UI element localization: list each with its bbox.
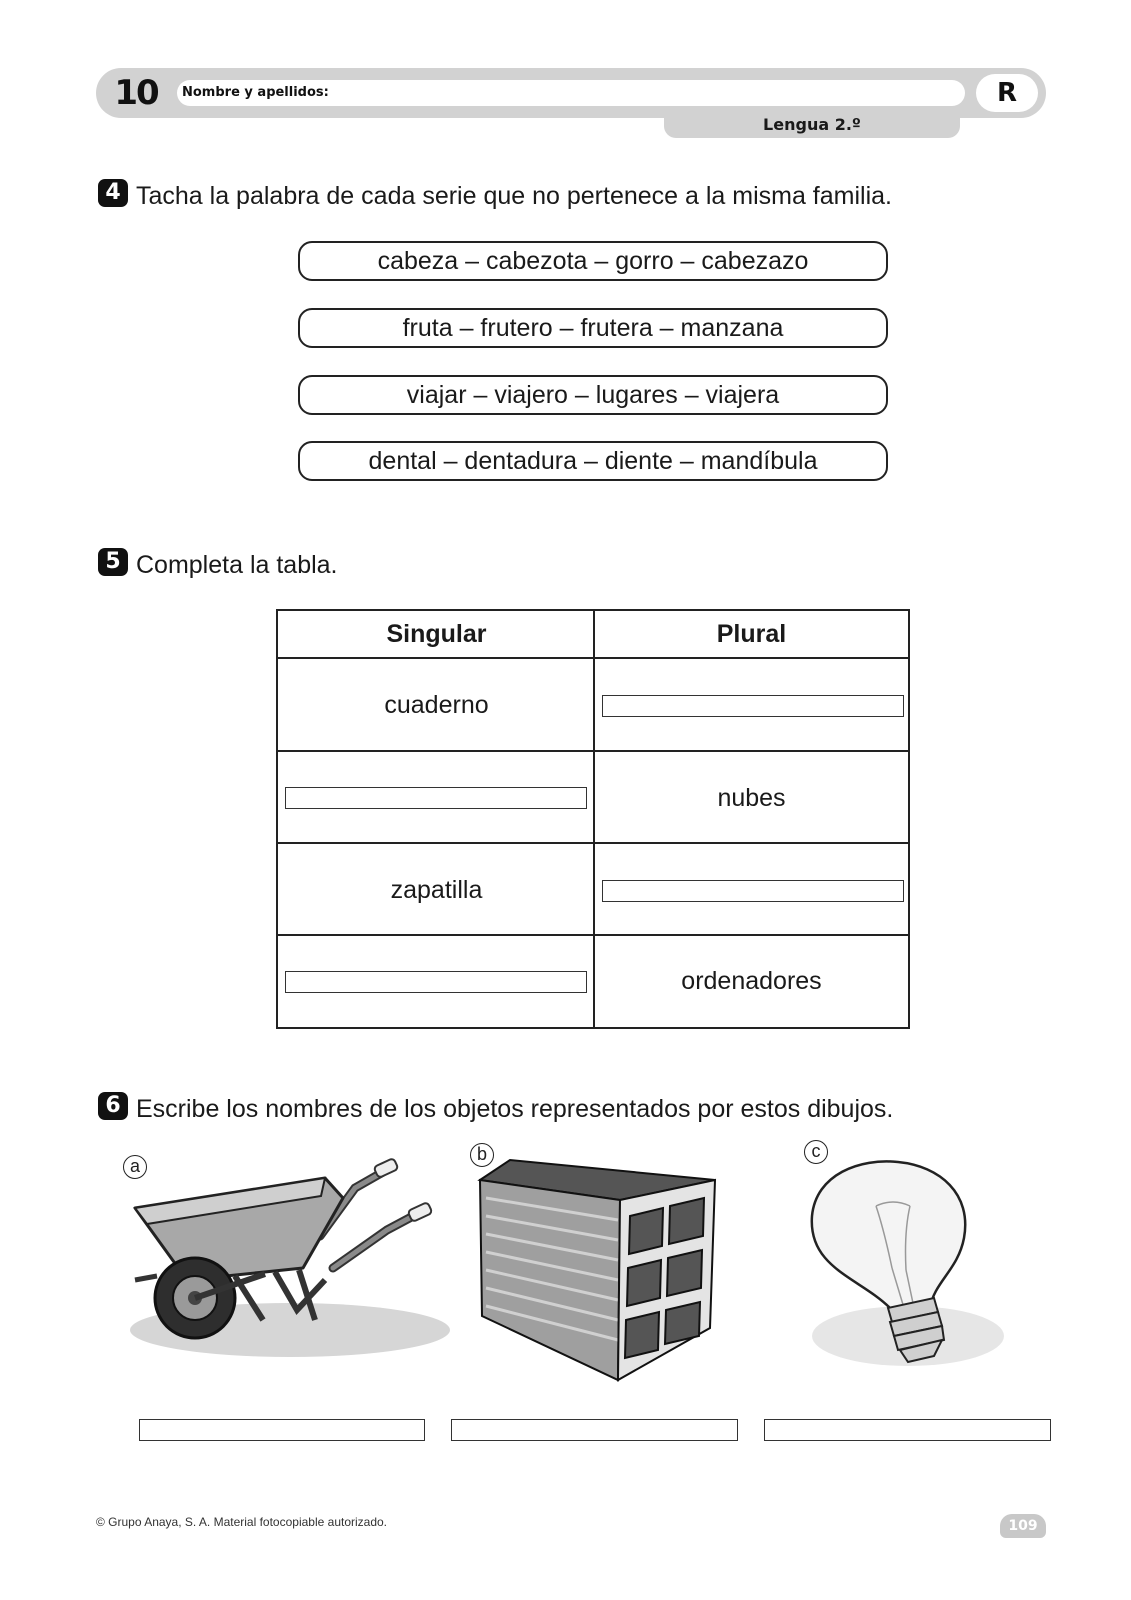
plural-answer-field-1[interactable]	[602, 695, 904, 717]
exercise-5-number: 5	[98, 548, 128, 576]
word-series-3[interactable]: viajar – viajero – lugares – viajera	[298, 375, 888, 415]
name-label: Nombre y apellidos:	[182, 85, 329, 100]
picture-answer-field-a[interactable]	[139, 1419, 425, 1441]
picture-answer-field-c[interactable]	[764, 1419, 1051, 1441]
exercise-6-instruction: Escribe los nombres de los objetos representados por estos dibujos.	[136, 1095, 894, 1123]
subject-label: Lengua 2.º	[763, 115, 861, 134]
singular-answer-field-2[interactable]	[285, 787, 587, 809]
header-singular: Singular	[386, 620, 487, 648]
plural-ordenadores: ordenadores	[681, 967, 822, 995]
picture-label-c: c	[804, 1140, 828, 1164]
brick-icon	[470, 1158, 720, 1383]
plural-nubes: nubes	[717, 784, 786, 812]
wheelbarrow-icon	[125, 1150, 455, 1365]
plural-table	[276, 609, 910, 1029]
exercise-6-number: 6	[98, 1092, 128, 1120]
exercise-5-instruction: Completa la tabla.	[136, 551, 338, 579]
singular-zapatilla: zapatilla	[390, 876, 483, 904]
light-bulb-icon	[800, 1158, 1010, 1368]
picture-answer-field-b[interactable]	[451, 1419, 738, 1441]
picture-label-a: a	[123, 1155, 147, 1179]
word-series-2[interactable]: fruta – frutero – frutera – manzana	[298, 308, 888, 348]
unit-number: 10	[114, 73, 158, 113]
page-number: 109	[1000, 1514, 1046, 1538]
exercise-4-number: 4	[98, 179, 128, 207]
word-series-4[interactable]: dental – dentadura – diente – mandíbula	[298, 441, 888, 481]
singular-answer-field-4[interactable]	[285, 971, 587, 993]
copyright-notice: © Grupo Anaya, S. A. Material fotocopiable autorizado.	[96, 1515, 388, 1529]
singular-cuaderno: cuaderno	[384, 691, 489, 719]
picture-label-b: b	[470, 1143, 494, 1167]
level-badge: R	[976, 74, 1038, 112]
word-series-1[interactable]: cabeza – cabezota – gorro – cabezazo	[298, 241, 888, 281]
plural-answer-field-3[interactable]	[602, 880, 904, 902]
exercise-4-instruction: Tacha la palabra de cada serie que no pertenece a la misma familia.	[136, 182, 892, 210]
header-plural: Plural	[716, 620, 787, 648]
